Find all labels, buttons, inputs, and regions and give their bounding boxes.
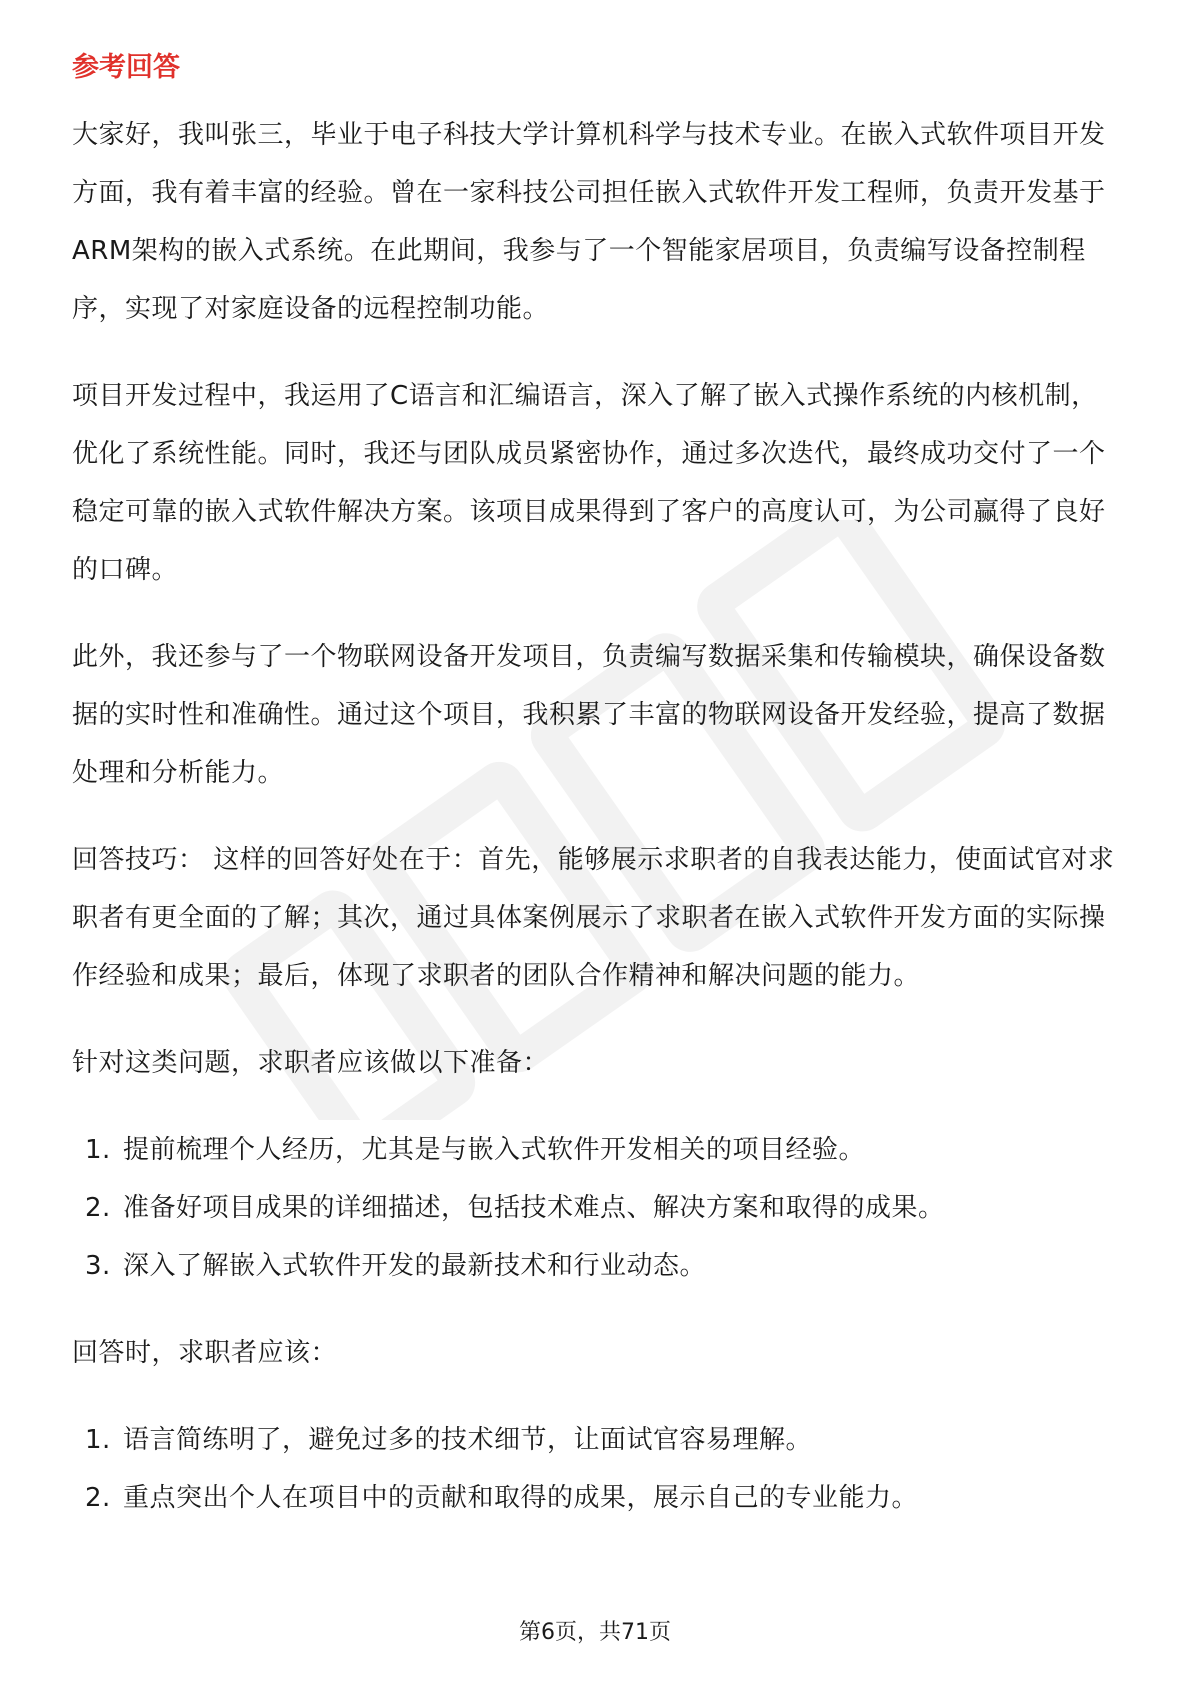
- list-item: [72, 1179, 1122, 1237]
- list-text: 准备好项目成果的详细描述，包括技术难点、解决方案和取得的成果。: [123, 1193, 945, 1223]
- section-title: 参考回答: [72, 52, 180, 83]
- list-number: 3.: [85, 1251, 111, 1281]
- prep-list: [72, 1121, 1122, 1295]
- main-content: [72, 48, 1122, 1556]
- list-text: 深入了解嵌入式软件开发的最新技术和行业动态。: [123, 1251, 707, 1281]
- paragraph-intro: 大家好，我叫张三，毕业于电子科技大学计算机科学与技术专业。在嵌入式软件项目开发方面，我有着丰富的经验。曾在一家科技公司担任嵌入式软件开发工程师，负责开发基于ARM架构的嵌入式系统。在此期间，我参与了一个智能家居项目，负责编写设备控制程序，实现了对家庭设备的远程控制功能。: [72, 120, 1106, 324]
- list-item: [72, 1237, 1122, 1295]
- page-number-footer: 第6页，共71页: [519, 1620, 671, 1645]
- list-text: 提前梳理个人经历，尤其是与嵌入式软件开发相关的项目经验。: [123, 1135, 866, 1165]
- paragraph-project-process: 项目开发过程中，我运用了C语言和汇编语言，深入了解了嵌入式操作系统的内核机制，优化了系统性能。同时，我还与团队成员紧密协作，通过多次迭代，最终成功交付了一个稳定可靠的嵌入式软件解决方案。该项目成果得到了客户的高度认可，为公司赢得了良好的口碑。: [72, 381, 1106, 585]
- list-text: 语言简练明了，避免过多的技术细节，让面试官容易理解。: [123, 1425, 813, 1455]
- list-item: [72, 1121, 1122, 1179]
- list-number: 1.: [85, 1425, 111, 1455]
- paragraph-answer-tips: 回答技巧： 这样的回答好处在于：首先，能够展示求职者的自我表达能力，使面试官对求职者有更全面的了解；其次，通过具体案例展示了求职者在嵌入式软件开发方面的实际操作经验和成果；最后，体现了求职者的团队合作精神和解决问题的能力。: [72, 845, 1115, 991]
- list-item: [72, 1469, 1122, 1527]
- list-number: 1.: [85, 1135, 111, 1165]
- answer-list: [72, 1411, 1122, 1527]
- list-item: [72, 1411, 1122, 1469]
- list-text: 重点突出个人在项目中的贡献和取得的成果，展示自己的专业能力。: [123, 1483, 919, 1513]
- list-number: 2.: [85, 1193, 111, 1223]
- paragraph-iot-project: 此外，我还参与了一个物联网设备开发项目，负责编写数据采集和传输模块，确保设备数据的实时性和准确性。通过这个项目，我积累了丰富的物联网设备开发经验，提高了数据处理和分析能力。: [72, 642, 1106, 788]
- paragraph-answer-intro: 回答时，求职者应该：: [72, 1338, 338, 1368]
- list-number: 2.: [85, 1483, 111, 1513]
- paragraph-prep-intro: 针对这类问题，求职者应该做以下准备：: [72, 1048, 550, 1078]
